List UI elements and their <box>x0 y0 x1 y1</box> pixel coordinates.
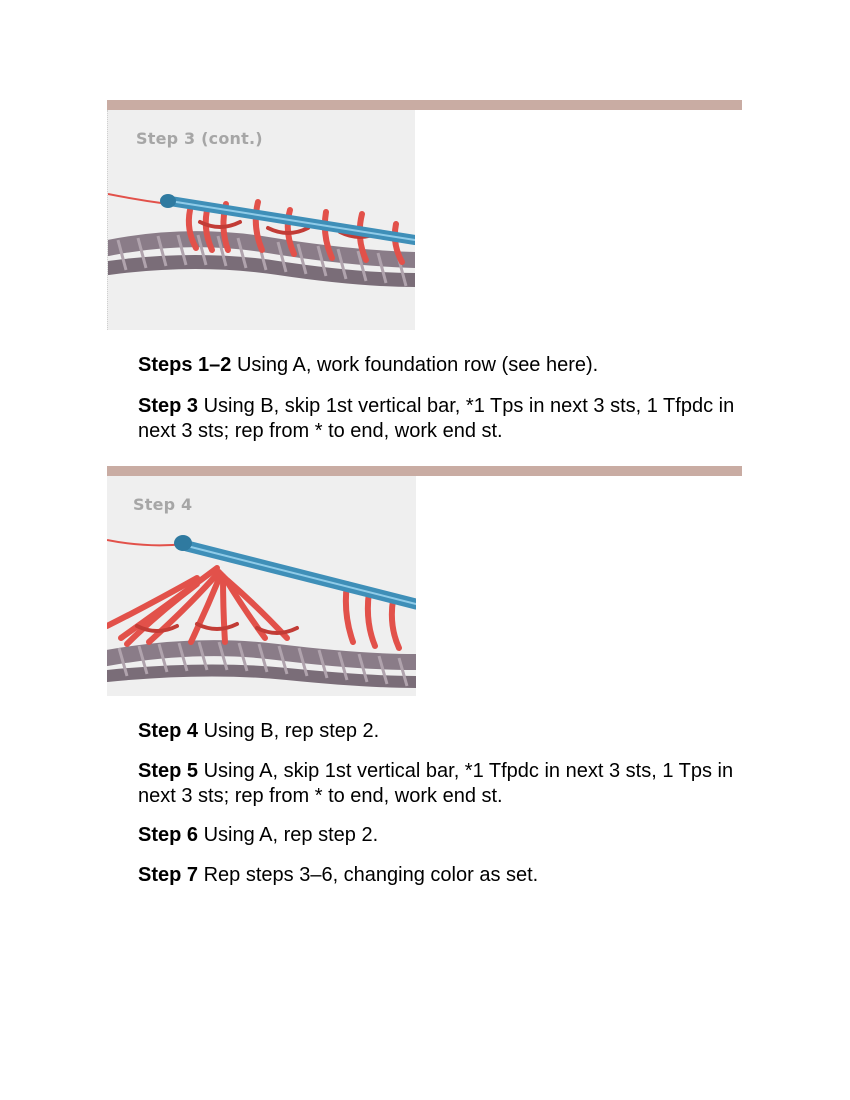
step-paragraph <box>138 759 748 809</box>
step-text: Using B, skip 1st vertical bar, *1 Tps in next 3 sts, 1 Tfpdc in next 3 sts; rep from * to end, work end st. <box>138 395 735 442</box>
step-paragraph <box>138 394 748 444</box>
step-heading: Step 6 <box>138 824 199 846</box>
section-divider-bar <box>107 466 742 476</box>
step-3-photo <box>107 110 415 330</box>
step-paragraph <box>138 863 748 888</box>
step-heading: Step 3 <box>138 395 199 417</box>
figure-label: Step 4 <box>133 495 193 514</box>
step-text: Using A, skip 1st vertical bar, *1 Tfpdc in next 3 sts, 1 Tps in next 3 sts; rep from * to end, work end st. <box>138 760 734 807</box>
step-text: Using A, work foundation row (see here). <box>231 354 599 376</box>
step-paragraph <box>138 353 748 378</box>
step-heading: Steps 1–2 <box>138 354 232 376</box>
step-text: Using A, rep step 2. <box>198 824 379 846</box>
step-heading: Step 4 <box>138 720 199 742</box>
step-4-photo <box>107 476 416 696</box>
step-heading: Step 5 <box>138 760 199 782</box>
step-heading: Step 7 <box>138 864 199 886</box>
step-paragraph <box>138 719 748 744</box>
step-text: Using B, rep step 2. <box>198 720 380 742</box>
figure-label: Step 3 (cont.) <box>136 129 263 148</box>
step-paragraph <box>138 823 748 848</box>
step-text: Rep steps 3–6, changing color as set. <box>198 864 539 886</box>
section-divider-bar <box>107 100 742 110</box>
